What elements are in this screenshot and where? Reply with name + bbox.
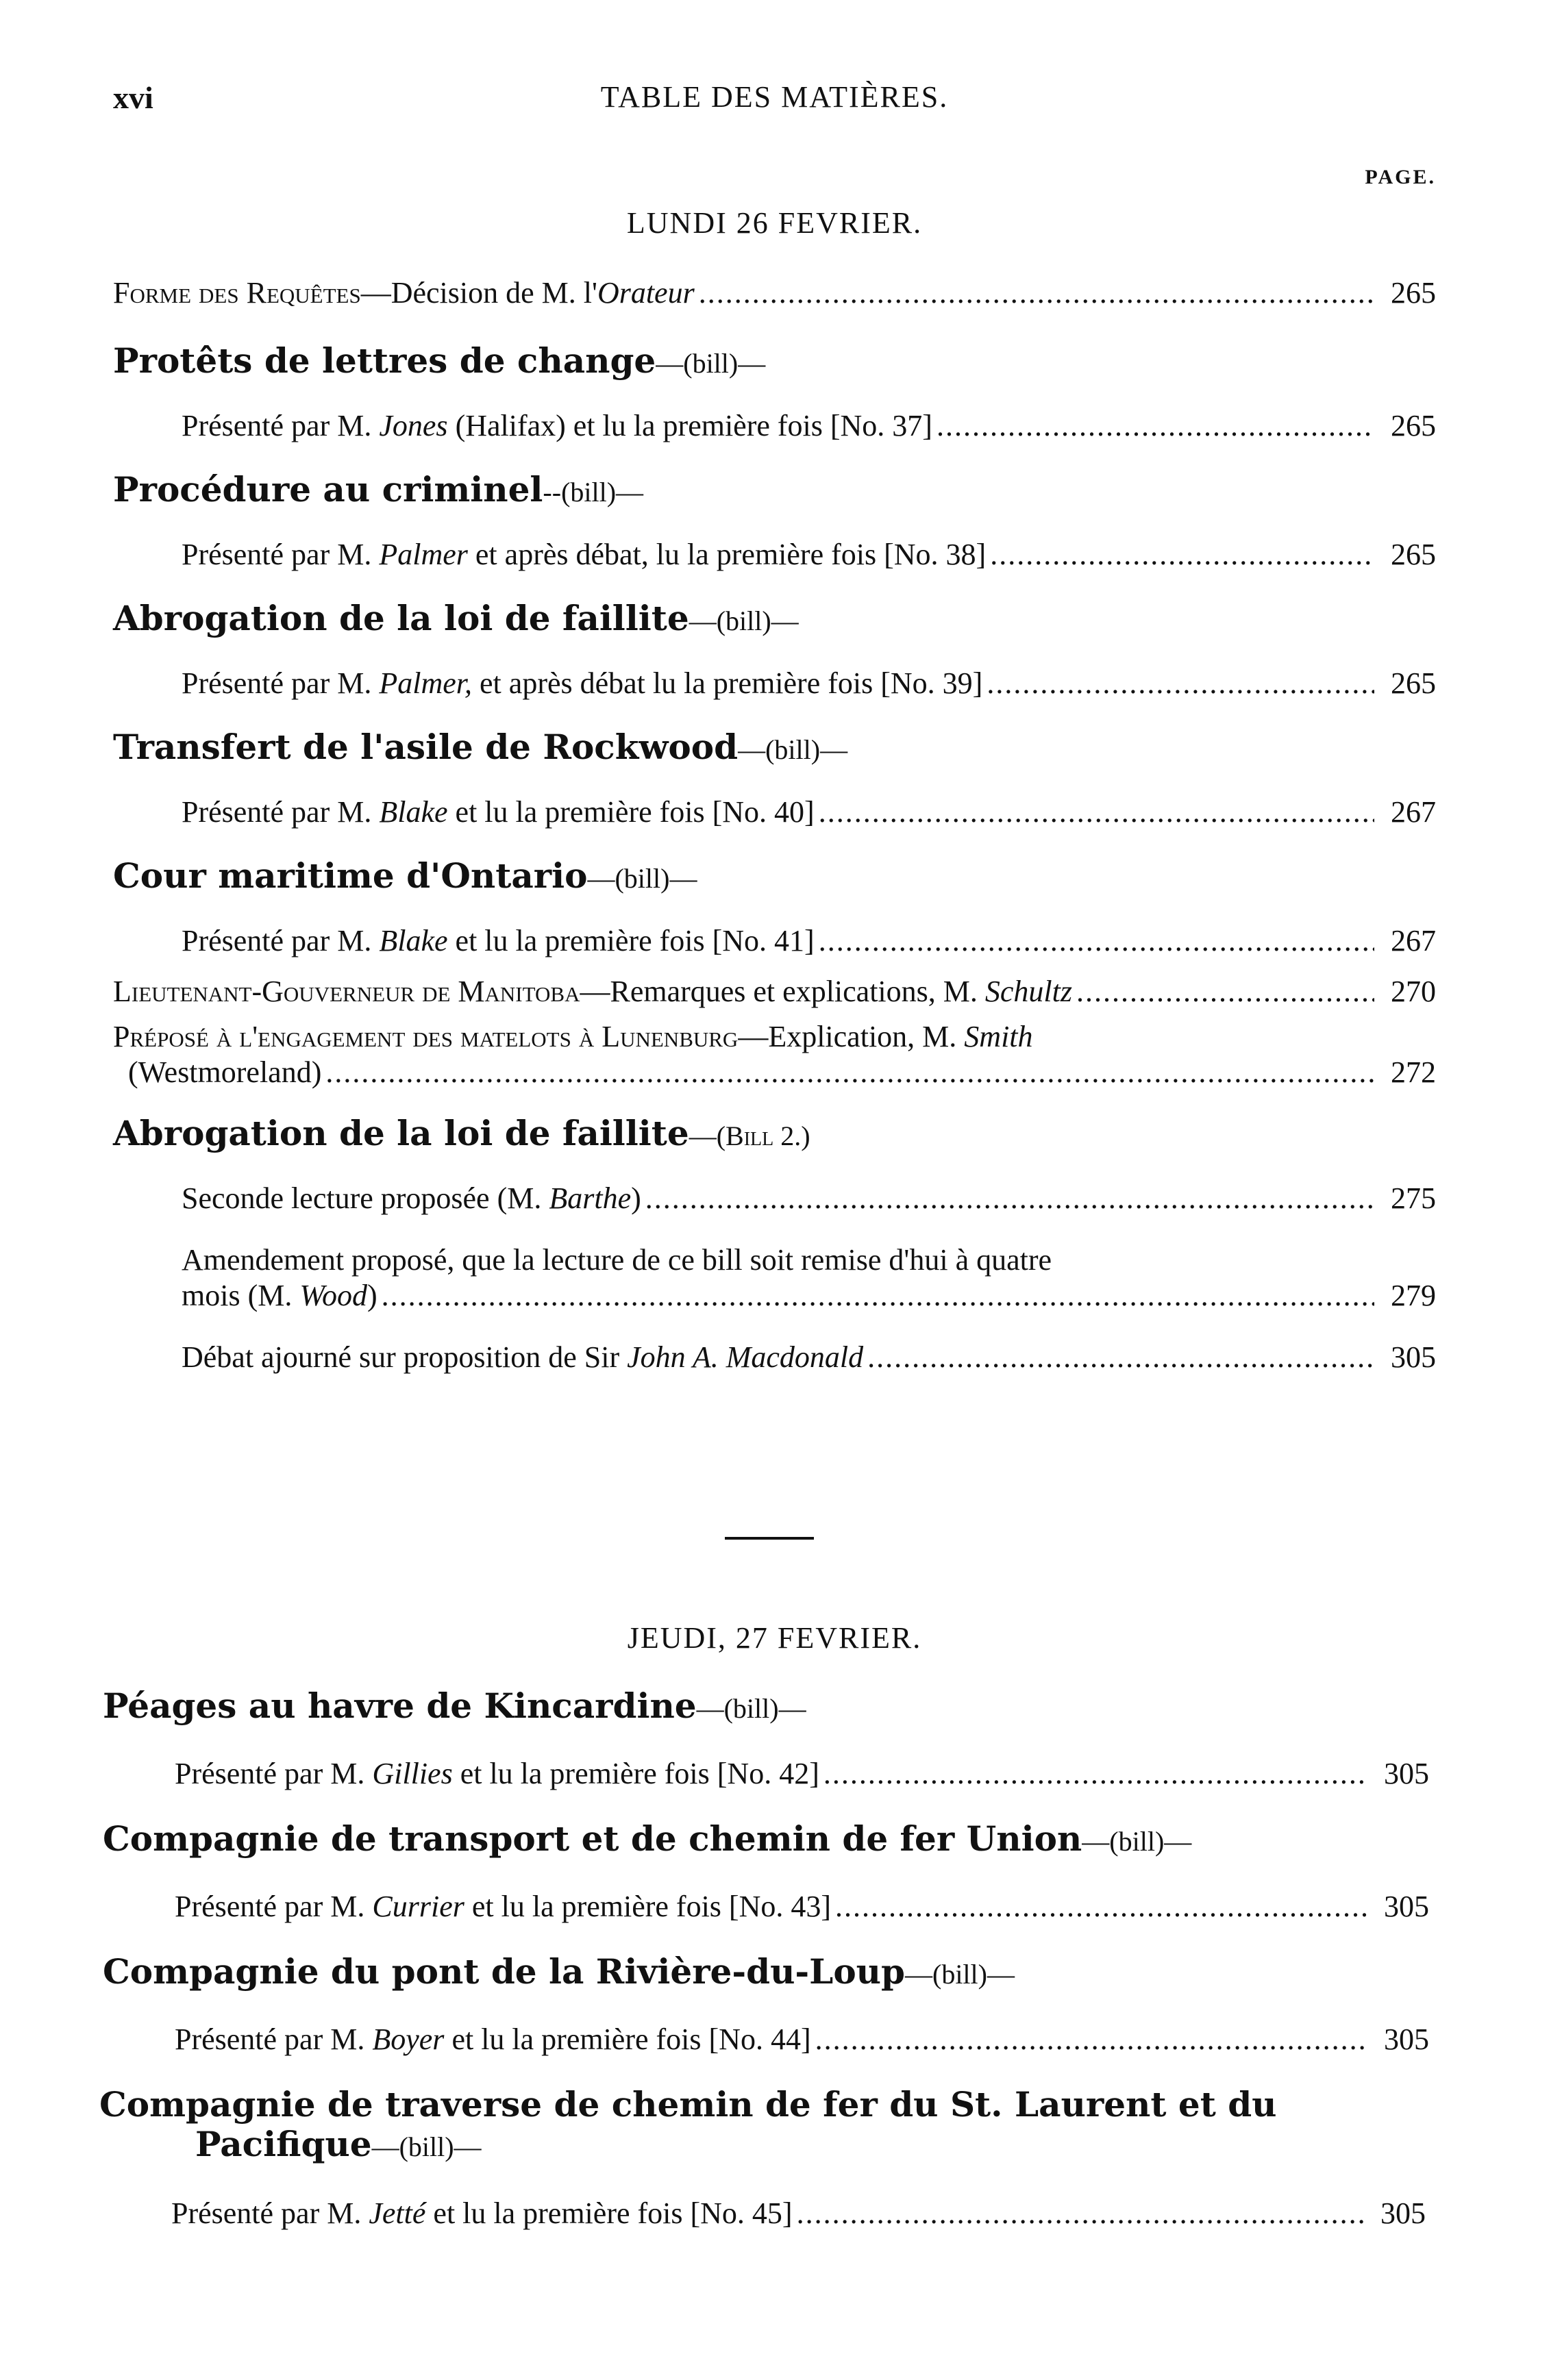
toc-entry: Présenté par M. Boyer et lu la première fois [No. 44] ..... 305 (175, 2022, 1429, 2057)
toc-topic (0, 2085, 1549, 2231)
toc-entry: Présenté par M. Gillies et lu la première fois [No. 42] ..... 305 (175, 1756, 1429, 1792)
toc-entry: Présenté par M. Jones (Halifax) et lu la première fois [No. 37] ..... 265 (182, 408, 1436, 444)
page-ref: 275 (1391, 1181, 1436, 1215)
topic-title: Compagnie de traverse de chemin de fer du St. Laurent et du Pacifique—(bill)— (99, 2084, 1277, 2164)
toc-topic (0, 341, 1549, 444)
running-title: TABLE DES MATIÈRES. (600, 80, 949, 114)
page-ref: 265 (1391, 276, 1436, 310)
leader-dots (641, 1181, 1374, 1216)
leader-dots (377, 1278, 1374, 1314)
topic-title: Procédure au criminel--(bill)— (113, 469, 644, 510)
toc-topic (0, 727, 1549, 830)
page-ref: 270 (1391, 975, 1436, 1008)
toc-entry: Présenté par M. Palmer, et après débat lu la première fois [No. 39] ..... 265 (182, 666, 1436, 701)
topic-title: Abrogation de la loi de faillite—(Bill 2.) (113, 1113, 810, 1153)
leader-dots (321, 1055, 1374, 1090)
toc-topic (0, 470, 1549, 573)
page-ref: 305 (1384, 2022, 1429, 2056)
toc-entry: Présenté par M. Jetté et lu la première fois [No. 45] ..... 305 (171, 2196, 1426, 2231)
leader-dots (815, 923, 1374, 959)
page-ref: 305 (1391, 1340, 1436, 1374)
leader-dots (863, 1340, 1374, 1375)
topic-title: Compagnie de transport et de chemin de fer Union—(bill)— (103, 1818, 1192, 1859)
toc-entry-forme-des-requetes (113, 275, 1436, 311)
page-ref: 272 (1391, 1055, 1436, 1089)
toc-entry: Présenté par M. Blake et lu la première fois [No. 41] ..... 267 (182, 923, 1436, 959)
toc-entry-prepose-matelots: Préposé à l'engagement des matelots à Lunenburg—Explication, M. Smith (Westmoreland) ..... 272 (113, 1019, 1436, 1090)
topic-title: Protêts de lettres de change—(bill)— (113, 340, 766, 381)
topic-title: Cour maritime d'Ontario—(bill)— (113, 855, 697, 896)
page-number: xvi (113, 80, 153, 115)
entry-emphasis: Orateur (597, 276, 695, 310)
section-divider (725, 1537, 814, 1540)
page-ref: 305 (1384, 1890, 1429, 1923)
day-heading: LUNDI 26 FEVRIER. (626, 206, 923, 240)
page-ref: 279 (1391, 1279, 1436, 1312)
topic-title: Péages au havre de Kincardine—(bill)— (103, 1686, 806, 1726)
leader-dots (811, 2022, 1367, 2057)
day-heading: JEUDI, 27 FEVRIER. (627, 1621, 922, 1655)
toc-entry: Présenté par M. Currier et lu la première fois [No. 43] ..... 305 (175, 1889, 1429, 1925)
topic-title: Abrogation de la loi de faillite—(bill)— (113, 598, 799, 638)
leader-dots (982, 666, 1374, 701)
entry-text: —Décision de M. l' (360, 276, 597, 310)
page-ref: 265 (1391, 538, 1436, 571)
toc-topic (0, 1952, 1549, 2057)
leader-dots (986, 537, 1374, 573)
toc-topic (0, 856, 1549, 959)
day-section-jeudi (0, 1620, 1549, 2231)
toc-entry: Amendement proposé, que la lecture de ce bill soit remise d'hui à quatre mois (M. Wood) ..... 279 (182, 1242, 1436, 1314)
leader-dots (793, 2196, 1364, 2231)
toc-entry: Seconde lecture proposée (M. Barthe) ..... 275 (182, 1181, 1436, 1216)
day-section-lundi (0, 205, 1549, 1375)
entry-lead: Forme des Requêtes (113, 276, 361, 310)
topic-title: Transfert de l'asile de Rockwood—(bill)— (113, 727, 848, 767)
toc-entry: Présenté par M. Palmer et après débat, lu la première fois [No. 38] ..... 265 (182, 537, 1436, 573)
leader-dots (831, 1889, 1367, 1925)
leader-dots (695, 275, 1374, 311)
page-column-label: PAGE. (1365, 166, 1436, 188)
topic-title: Compagnie du pont de la Rivière-du-Loup—(bill)— (103, 1951, 1015, 1992)
running-head (113, 79, 1436, 121)
toc-entry: Présenté par M. Blake et lu la première fois [No. 40] ..... 267 (182, 794, 1436, 830)
page-ref: 305 (1380, 2196, 1426, 2230)
leader-dots (815, 794, 1374, 830)
page-ref: 267 (1391, 795, 1436, 829)
toc-entry-lieutenant-gouverneur: Lieutenant-Gouverneur de Manitoba—Remarques et explications, M. Schultz ..... 270 (113, 974, 1436, 1010)
toc-topic (0, 1686, 1549, 1792)
page-ref: 265 (1391, 666, 1436, 700)
page-ref: 267 (1391, 924, 1436, 957)
leader-dots (932, 408, 1374, 444)
toc-topic-multi (0, 1114, 1549, 1375)
toc-topic (0, 599, 1549, 701)
leader-dots (819, 1756, 1367, 1792)
toc-entry: Débat ajourné sur proposition de Sir John A. Macdonald ..... 305 (182, 1340, 1436, 1375)
page-ref: 305 (1384, 1757, 1429, 1790)
leader-dots (1072, 974, 1374, 1010)
page-ref: 265 (1391, 409, 1436, 442)
toc-topic (0, 1819, 1549, 1925)
